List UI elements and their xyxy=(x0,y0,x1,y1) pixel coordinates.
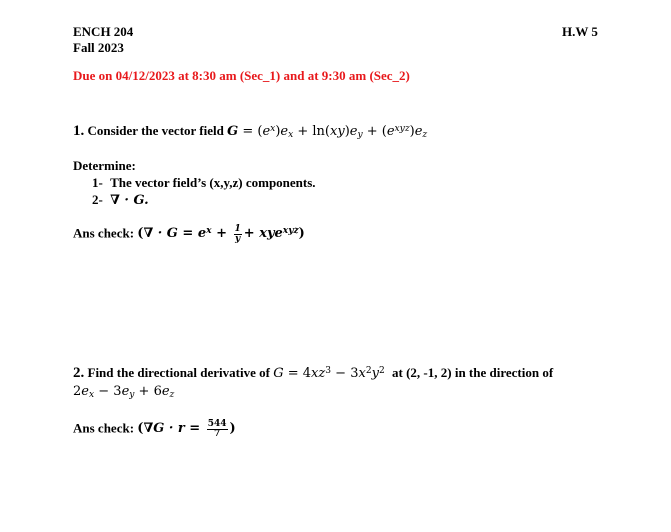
item-2 xyxy=(92,192,149,208)
due-date: Due on 04/12/2023 at 8:30 am (Sec_1) and at 9:30 am (Sec_2) xyxy=(73,68,410,83)
answer-check-2 xyxy=(73,420,236,439)
item-2-text: ∇ · G. xyxy=(110,193,149,208)
question-1-prompt: Consider the vector field xyxy=(87,123,224,138)
item-1-text: The vector field’s (x,y,z) components. xyxy=(110,175,316,190)
direction-vector: $2e_x - 3e_y + 6e_z$ xyxy=(73,384,175,400)
item-2-label: 2- xyxy=(92,192,103,207)
answer-check-2-expression: (∇G · r = $\frac{544}{7}$ ) xyxy=(137,419,236,439)
vector-field-equation: G xyxy=(227,124,239,139)
homework-number: H.W 5 xyxy=(562,24,598,39)
question-2-number: 2. xyxy=(73,365,85,381)
question-2: 2. Find the directional derivative of $G = 4xz^3 - 3x^2y^2$ at (2, -1, 2) in the direction of xyxy=(73,365,554,381)
answer-check-1-expression: (∇ · $G = e^x$ + $\frac{1}{y}$ + xye$^{xyz}$) xyxy=(137,224,305,244)
term: Fall 2023 xyxy=(73,40,124,55)
question-1: 1. Consider the vector field $G = (e^x)e_x + \ln(xy)e_y + (e^{xyz})e_z$ xyxy=(73,123,428,140)
scalar-field-equation: G xyxy=(273,366,284,381)
question-2-prompt: Find the directional derivative of xyxy=(87,365,270,380)
item-1-label: 1- xyxy=(92,175,103,190)
determine-label: Determine: xyxy=(73,158,136,173)
answer-denominator: 7 xyxy=(213,429,221,439)
question-2-point: at (2, -1, 2) in the direction of xyxy=(392,365,554,380)
answer-numerator: 544 xyxy=(207,419,227,429)
question-1-number: 1. xyxy=(73,123,85,139)
answer-check-1 xyxy=(73,225,305,244)
course-code: ENCH 204 xyxy=(73,24,134,39)
answer-check-2-label: Ans check: xyxy=(73,420,135,436)
answer-check-1-label: Ans check: xyxy=(73,225,135,241)
item-1 xyxy=(92,175,316,191)
